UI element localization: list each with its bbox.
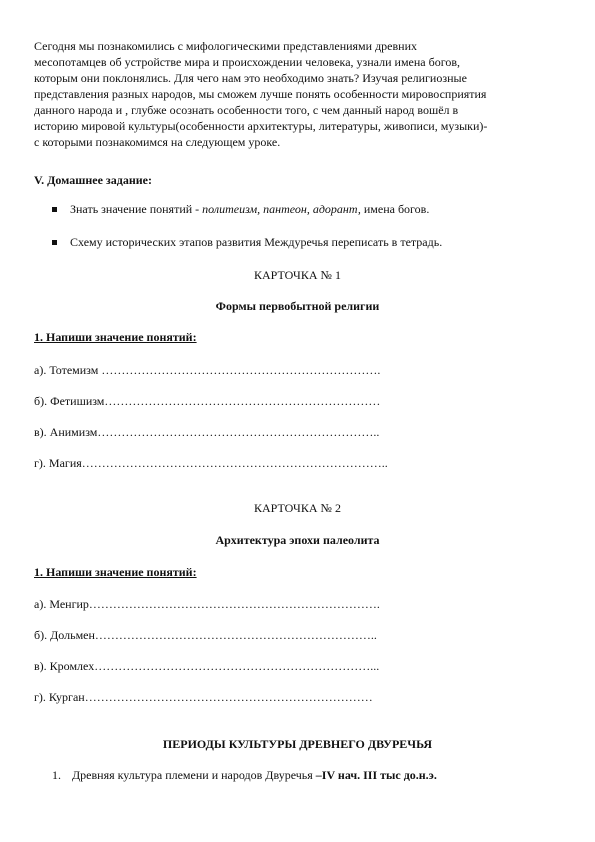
periods-item-number: 1. [52, 768, 61, 782]
periods-item-bold: –IV нач. III тыс до.н.э. [315, 768, 437, 782]
card1-title: КАРТОЧКА № 1 [254, 268, 341, 282]
intro-line: данного народа и , глубже осознать особенности того, с чем данный народ вошёл в [34, 103, 459, 117]
card1-item: б). Фетишизм…………………………………………………………… [34, 394, 381, 408]
card2-title: КАРТОЧКА № 2 [254, 501, 341, 515]
card2-subtitle: Архитектура эпохи палеолита [215, 533, 380, 547]
card1-subtitle: Формы первобытной религии [215, 299, 380, 313]
homework-item-suffix: имена богов. [360, 202, 430, 216]
intro-paragraph [34, 38, 564, 150]
intro-line: историю мировой культуры(особенности архитектуры, литературы, живописи, музыки)- [34, 119, 488, 133]
periods-item-text: Древняя культура племени и народов Двуречья [72, 768, 316, 782]
intro-line: представления разных народов, мы сможем лучше понять особенности мировосприятия [34, 87, 487, 101]
card1-item: г). Магия………………………………………………………………….. [34, 456, 388, 470]
bullet-icon [52, 207, 57, 212]
bullet-icon [52, 240, 57, 245]
homework-item-scheme: Схему исторических этапов развития Междуречья переписать в тетрадь. [70, 235, 443, 249]
card1-item: а). Тотемизм ……………………………………………………………. [34, 363, 381, 377]
homework-heading: V. Домашнее задание: [34, 173, 152, 187]
card2-task: 1. Напиши значение понятий: [34, 565, 197, 579]
card2-item: а). Менгир………………………………………………………………. [34, 597, 380, 611]
card2-item: в). Кромлех……………………………………………………………... [34, 659, 380, 673]
intro-line: с которыми познакомимся на следующем уроке. [34, 135, 281, 149]
card2-item: б). Дольмен…………………………………………………………….. [34, 628, 377, 642]
homework-item-terms [70, 201, 429, 217]
intro-line: месопотамцев об устройстве мира и происхождении человека, узнали имена богов, [34, 55, 461, 69]
card1-task: 1. Напиши значение понятий: [34, 330, 197, 344]
homework-item-terms-italic: политеизм, пантеон, адорант, [202, 202, 361, 216]
intro-line: Сегодня мы познакомились с мифологическими представлениями древних [34, 39, 418, 53]
periods-heading: ПЕРИОДЫ КУЛЬТУРЫ ДРЕВНЕГО ДВУРЕЧЬЯ [162, 737, 433, 751]
homework-item-prefix: Знать значение понятий - [70, 202, 203, 216]
card2-item: г). Курган……………………………………………………………… [34, 690, 373, 704]
card1-item: в). Анимизм…………………………………………………………….. [34, 425, 380, 439]
periods-item [72, 767, 437, 783]
intro-line: которым они поклонялись. Для чего нам это необходимо знать? Изучая религиозные [34, 71, 467, 85]
